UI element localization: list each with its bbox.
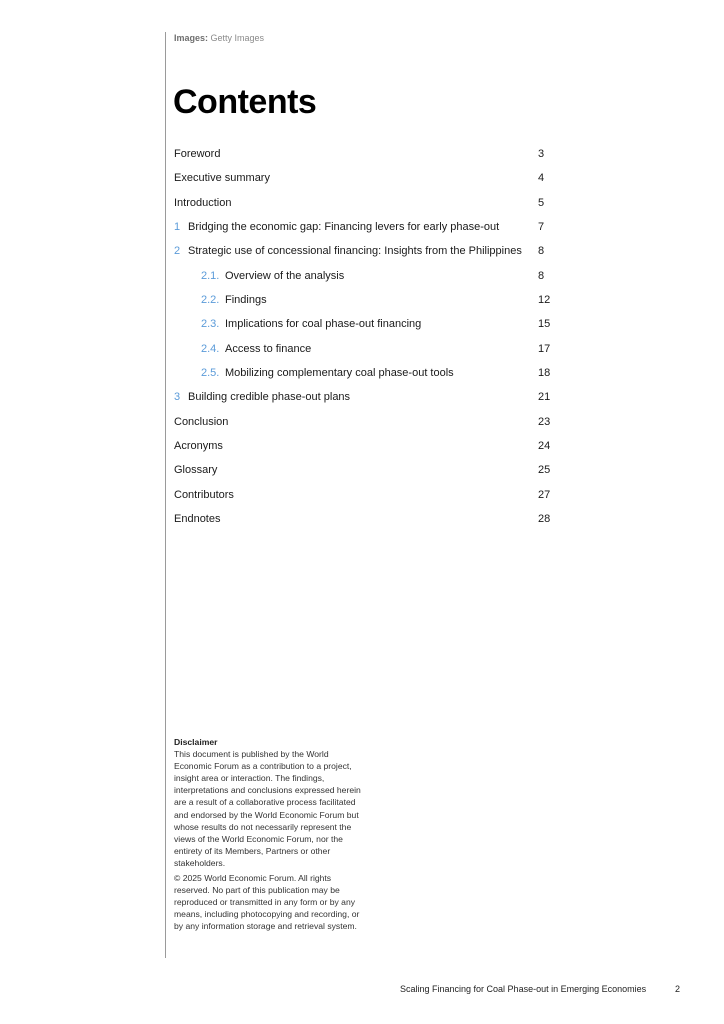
toc-entry-number: 3 <box>174 391 181 404</box>
toc-entry-page: 3 <box>538 148 545 161</box>
toc-entry[interactable] <box>174 191 554 215</box>
toc-entry[interactable] <box>174 434 554 458</box>
toc-entry-number: 2 <box>174 245 181 258</box>
toc-entry-label: Implications for coal phase-out financing <box>225 318 422 331</box>
toc-entry-page: 5 <box>538 196 545 209</box>
toc-entry[interactable] <box>174 361 554 385</box>
toc-entry-label: Contributors <box>174 488 234 501</box>
toc-entry-label: Findings <box>225 294 267 307</box>
toc-entry-label: Foreword <box>174 148 221 161</box>
toc-entry-label: Acronyms <box>174 440 223 453</box>
toc-entry-page: 17 <box>538 342 551 355</box>
toc-entry-number: 2.1. <box>201 269 220 282</box>
toc-entry-number: 2.4. <box>201 342 220 355</box>
toc-entry-number: 2.5. <box>201 367 220 380</box>
toc-entry-number: 1 <box>174 221 181 234</box>
footer-document-title: Scaling Financing for Coal Phase-out in Emerging Economies <box>400 984 647 994</box>
toc-entry[interactable] <box>174 507 554 531</box>
toc-entry[interactable] <box>174 458 554 482</box>
toc-entry-page: 23 <box>538 415 551 428</box>
toc-entry-page: 4 <box>538 172 545 185</box>
toc-entry[interactable] <box>174 483 554 507</box>
table-of-contents <box>174 142 554 531</box>
toc-entry-number: 2.2. <box>201 294 220 307</box>
toc-entry-label: Endnotes <box>174 513 221 526</box>
toc-entry[interactable] <box>174 312 554 336</box>
toc-entry-page: 28 <box>538 513 551 526</box>
toc-entry-page: 8 <box>538 245 545 258</box>
toc-entry-label: Building credible phase-out plans <box>188 391 351 404</box>
toc-entry[interactable] <box>174 385 554 409</box>
toc-entry[interactable] <box>174 239 554 263</box>
image-credit <box>174 33 264 43</box>
toc-entry-page: 27 <box>538 488 551 501</box>
toc-entry[interactable] <box>174 288 554 312</box>
toc-entry-label: Access to finance <box>225 342 312 355</box>
toc-entry-page: 15 <box>538 318 551 331</box>
toc-entry[interactable] <box>174 215 554 239</box>
toc-entry-label: Introduction <box>174 196 232 209</box>
disclaimer <box>174 736 364 933</box>
toc-entry-label: Bridging the economic gap: Financing levers for early phase-out <box>188 221 500 234</box>
toc-entry-page: 25 <box>538 464 551 477</box>
toc-entry-number: 2.3. <box>201 318 220 331</box>
toc-entry[interactable] <box>174 142 554 166</box>
toc-entry-page: 7 <box>538 221 545 234</box>
disclaimer-heading: Disclaimer <box>174 737 218 747</box>
toc-entry-page: 18 <box>538 367 551 380</box>
toc-entry-label: Executive summary <box>174 172 270 185</box>
margin-rule <box>165 32 166 958</box>
image-credit-text: Getty Images <box>210 33 265 43</box>
toc-entry[interactable] <box>174 410 554 434</box>
toc-entry-page: 21 <box>538 391 551 404</box>
toc-entry-page: 8 <box>538 269 545 282</box>
toc-entry[interactable] <box>174 166 554 190</box>
toc-entry-label: Strategic use of concessional financing: Insights from the Philippines <box>188 245 522 258</box>
toc-entry-label: Conclusion <box>174 415 229 428</box>
toc-entry-page: 12 <box>538 294 551 307</box>
page-title: Contents <box>173 83 317 121</box>
toc-entry-label: Overview of the analysis <box>225 269 345 282</box>
toc-entry-label: Glossary <box>174 464 218 477</box>
toc-entry-page: 24 <box>538 440 551 453</box>
toc-entry-label: Mobilizing complementary coal phase-out tools <box>225 367 454 380</box>
toc-entry[interactable] <box>174 264 554 288</box>
copyright-text: © 2025 World Economic Forum. All rights reserved. No part of this publication may be reproduced or transmitted in any form or by any means, including photocopying and recording, or by any information storage and retrieval system. <box>174 873 360 932</box>
footer-page-number: 2 <box>675 984 681 994</box>
toc-entry[interactable] <box>174 337 554 361</box>
image-credit-label: Images: <box>174 33 209 43</box>
disclaimer-text: This document is published by the World Economic Forum as a contribution to a project, insight area or interaction. The findings, interpretations and conclusions expressed herein are a result of a collaborative process facilitated and endorsed by the World Economic Forum but whose results do not necessarily represent the views of the World Economic Forum, nor the entirety of its Members, Partners or other stakeholders. <box>174 749 361 868</box>
